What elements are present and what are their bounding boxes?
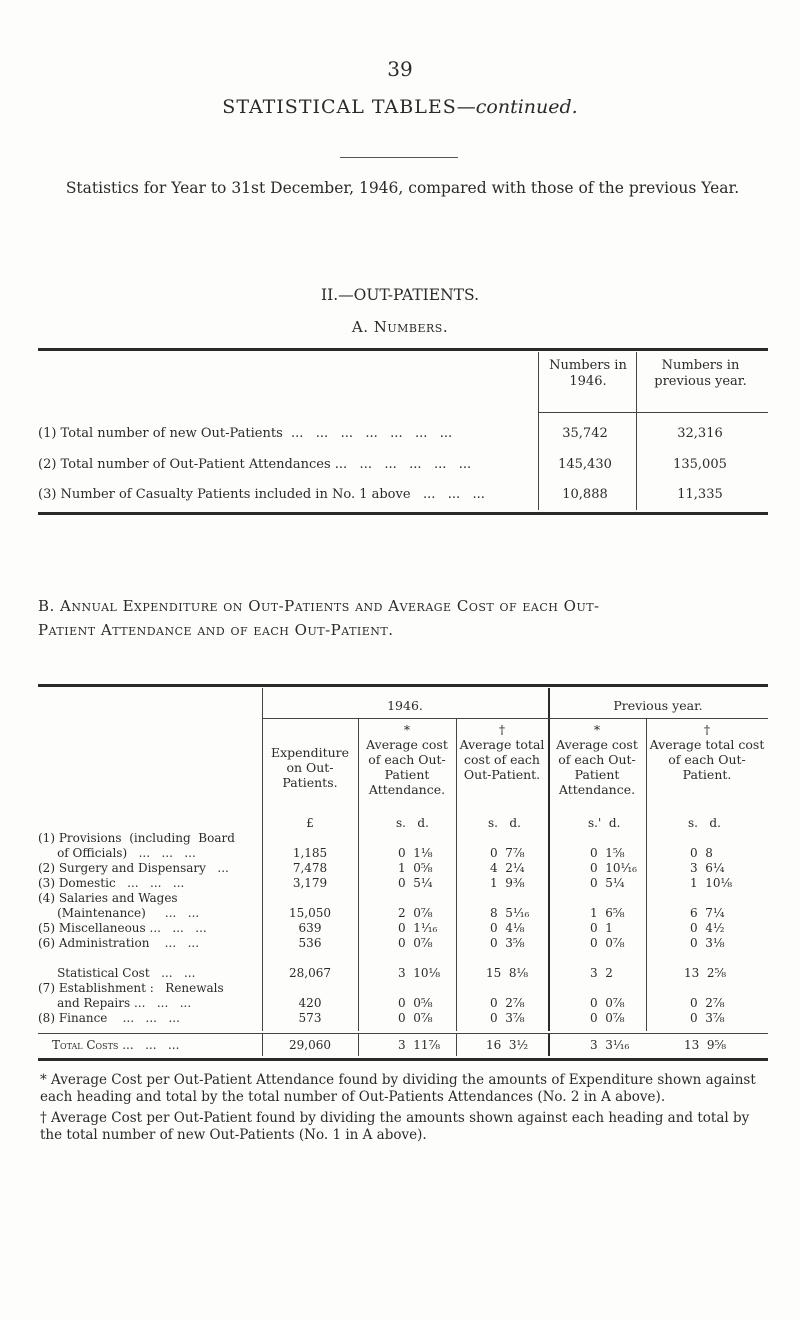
- footnote-star: * Average Cost per Out-Patient Attendance found by dividing the amounts of Expenditure shown against each heading and total by the total number of Out-Patients Attendances (No. 2 in A above).: [40, 1072, 756, 1105]
- totals-divider-group: [548, 1034, 550, 1056]
- cell-avg-total: 1 9⅜: [490, 876, 525, 890]
- cell-prev-avg-attendance: 0 1⅝: [590, 846, 625, 860]
- cell-avg-total: 0 3⅝: [490, 936, 525, 950]
- cell-prev-avg-total: 13 2⅝: [684, 966, 727, 980]
- row-label: (8) Finance ... ... ...: [38, 1011, 180, 1025]
- totals-rule: [38, 1033, 768, 1034]
- unit-sd: s. d.: [688, 816, 721, 830]
- group-header-rule: [262, 718, 768, 719]
- cell-avg-attendance: 3 11⅞: [398, 1038, 441, 1052]
- row-label: (2) Surgery and Dispensary ...: [38, 861, 229, 875]
- cell-prev-avg-attendance: 0 0⅞: [590, 936, 625, 950]
- cell-prev-avg-attendance: 0 5¼: [590, 876, 625, 890]
- cell-expenditure: 573: [298, 1011, 322, 1025]
- page-title: [0, 96, 800, 118]
- section-a-row-label: (1) Total number of new Out-Patients ... ... ... ... ... ... ...: [38, 426, 453, 441]
- section-a-row-current: 35,742: [562, 426, 608, 441]
- cell-prev-avg-total: 6 7¼: [690, 906, 725, 920]
- cell-prev-avg-attendance: 0 10¹⁄₁₆: [590, 861, 637, 875]
- cell-prev-avg-attendance: 0 0⅞: [590, 1011, 625, 1025]
- section-b-divider-att: [456, 718, 457, 1031]
- cell-prev-avg-total: 1 10⅛: [690, 876, 733, 890]
- group-header-current: 1946.: [387, 698, 423, 713]
- row-label: (4) Salaries and Wages (Maintenance) ... ...: [38, 891, 200, 920]
- cell-avg-total: 8 5¹⁄₁₆: [490, 906, 530, 920]
- section-a-bottom-rule: [38, 512, 768, 515]
- section-a-title: A. Numbers.: [351, 318, 449, 336]
- section-b-divider-label: [262, 688, 263, 1031]
- page-number: 39: [387, 57, 413, 81]
- cell-expenditure: 15,050: [289, 906, 331, 920]
- cell-prev-avg-attendance: 3 2: [590, 966, 613, 980]
- title-divider: [340, 157, 458, 158]
- cell-prev-avg-total: 13 9⅝: [684, 1038, 727, 1052]
- unit-sd: s.' d.: [588, 816, 621, 830]
- section-a-top-rule: [38, 348, 768, 351]
- section-a-row-current: 10,888: [562, 487, 608, 502]
- cell-avg-attendance: 0 5¼: [398, 876, 433, 890]
- cell-expenditure: 28,067: [289, 966, 331, 980]
- page-title-suffix: —continued.: [456, 96, 578, 118]
- cell-prev-avg-attendance: 1 6⅝: [590, 906, 625, 920]
- section-b-title-line1: B. Annual Expenditure on Out-Patients and Average Cost of each Out-: [38, 597, 600, 615]
- cell-prev-avg-attendance: 3 3¹⁄₁₆: [590, 1038, 630, 1052]
- section-b-top-rule: [38, 684, 768, 687]
- cell-avg-total: 0 4⅛: [490, 921, 525, 935]
- total-costs-label: Total Costs ... ... ...: [52, 1038, 180, 1052]
- cell-avg-attendance: 3 10⅛: [398, 966, 441, 980]
- cell-avg-attendance: 0 1⅛: [398, 846, 433, 860]
- cell-prev-avg-total: 0 4½: [690, 921, 725, 935]
- section-b-bottom-rule: [38, 1058, 768, 1061]
- section-a-divider-4: [538, 486, 539, 510]
- unit-pounds: £: [306, 816, 314, 830]
- section-a-divider-3: [636, 486, 637, 510]
- col-header-prev-avg-attendance: Average cost of each Out-Patient Attendance.: [556, 737, 638, 797]
- cell-prev-avg-total: 0 3⅛: [690, 936, 725, 950]
- cell-avg-total: 0 7⅞: [490, 846, 525, 860]
- section-a-row-current: 145,430: [558, 457, 612, 472]
- cell-avg-total: 16 3½: [486, 1038, 529, 1052]
- cell-avg-total: 0 2⅞: [490, 996, 525, 1010]
- unit-sd: s. d.: [396, 816, 429, 830]
- cell-avg-attendance: 1 0⅝: [398, 861, 433, 875]
- footnote-dagger: † Average Cost per Out-Patient found by dividing the amounts shown against each heading and total by the total number of new Out-Patients (No. 1 in A above).: [40, 1110, 750, 1143]
- cell-expenditure: 1,185: [292, 846, 328, 860]
- page-title-main: STATISTICAL TABLES: [222, 96, 457, 118]
- col-header-prev-avg-total: Average total cost of each Out-Patient.: [649, 737, 765, 782]
- cell-avg-total: 15 8⅛: [486, 966, 529, 980]
- totals-divider-exp: [358, 1034, 359, 1056]
- unit-sd: s. d.: [488, 816, 521, 830]
- section-b-divider-exp: [358, 718, 359, 1031]
- col-header-expenditure: Expenditure on Out-Patients.: [270, 745, 350, 790]
- part-title: II.—OUT-PATIENTS.: [320, 286, 480, 304]
- col-header-prev-star: *: [593, 722, 601, 737]
- cell-prev-avg-total: 0 3⅞: [690, 1011, 725, 1025]
- cell-avg-attendance: 0 1¹⁄₁₆: [398, 921, 438, 935]
- section-a-header-current: Numbers in 1946.: [549, 358, 627, 389]
- row-label: (1) Provisions (including Board of Officials) ... ... ...: [38, 831, 235, 860]
- totals-divider-label: [262, 1034, 263, 1056]
- cell-prev-avg-total: 3 6¼: [690, 861, 725, 875]
- cell-expenditure: 7,478: [292, 861, 328, 875]
- cell-expenditure: 536: [298, 936, 322, 950]
- row-label: (7) Establishment : Renewals and Repairs ... ... ...: [38, 981, 224, 1010]
- section-a-header-previous: Numbers in previous year.: [654, 358, 747, 389]
- row-label: (6) Administration ... ...: [38, 936, 200, 950]
- cell-prev-avg-attendance: 0 0⅞: [590, 996, 625, 1010]
- cell-avg-attendance: 2 0⅞: [398, 906, 433, 920]
- cell-expenditure: 639: [298, 921, 322, 935]
- section-a-row-previous: 135,005: [673, 457, 727, 472]
- cell-expenditure: 3,179: [292, 876, 328, 890]
- section-a-divider-1: [538, 352, 539, 486]
- cell-prev-avg-total: 0 8: [690, 846, 713, 860]
- row-label: (3) Domestic ... ... ...: [38, 876, 185, 890]
- row-label: (5) Miscellaneous ... ... ...: [38, 921, 207, 935]
- row-label: Statistical Cost ... ...: [38, 966, 196, 980]
- section-a-header-rule: [538, 412, 768, 413]
- col-header-prev-dagger: †: [703, 722, 711, 737]
- cell-prev-avg-total: 0 2⅞: [690, 996, 725, 1010]
- cell-expenditure: 420: [298, 996, 322, 1010]
- group-header-previous: Previous year.: [613, 698, 703, 713]
- totals-divider-att: [456, 1034, 457, 1056]
- section-a-divider-2: [636, 352, 637, 486]
- cell-prev-avg-attendance: 0 1: [590, 921, 613, 935]
- col-header-star: *: [403, 722, 411, 737]
- cell-avg-attendance: 0 0⅞: [398, 936, 433, 950]
- section-a-row-previous: 11,335: [677, 487, 723, 502]
- section-a-row-label: (3) Number of Casualty Patients included in No. 1 above ... ... ...: [38, 487, 485, 502]
- col-header-avg-total: Average total cost of each Out-Patient.: [459, 737, 545, 782]
- section-b-divider-prev: [646, 718, 647, 1031]
- intro-text: Statistics for Year to 31st December, 1946, compared with those of the previous Year.: [65, 179, 740, 197]
- cell-avg-attendance: 0 0⅝: [398, 996, 433, 1010]
- section-b-title-line2: Patient Attendance and of each Out-Patient.: [38, 621, 394, 639]
- section-a-row-label: (2) Total number of Out-Patient Attendances ... ... ... ... ... ...: [38, 457, 472, 472]
- cell-expenditure: 29,060: [289, 1038, 331, 1052]
- col-header-avg-attendance: Average cost of each Out-Patient Attendance.: [366, 737, 448, 797]
- cell-avg-attendance: 0 0⅞: [398, 1011, 433, 1025]
- cell-avg-total: 4 2¼: [490, 861, 525, 875]
- cell-avg-total: 0 3⅞: [490, 1011, 525, 1025]
- col-header-dagger: †: [498, 722, 506, 737]
- section-a-row-previous: 32,316: [677, 426, 723, 441]
